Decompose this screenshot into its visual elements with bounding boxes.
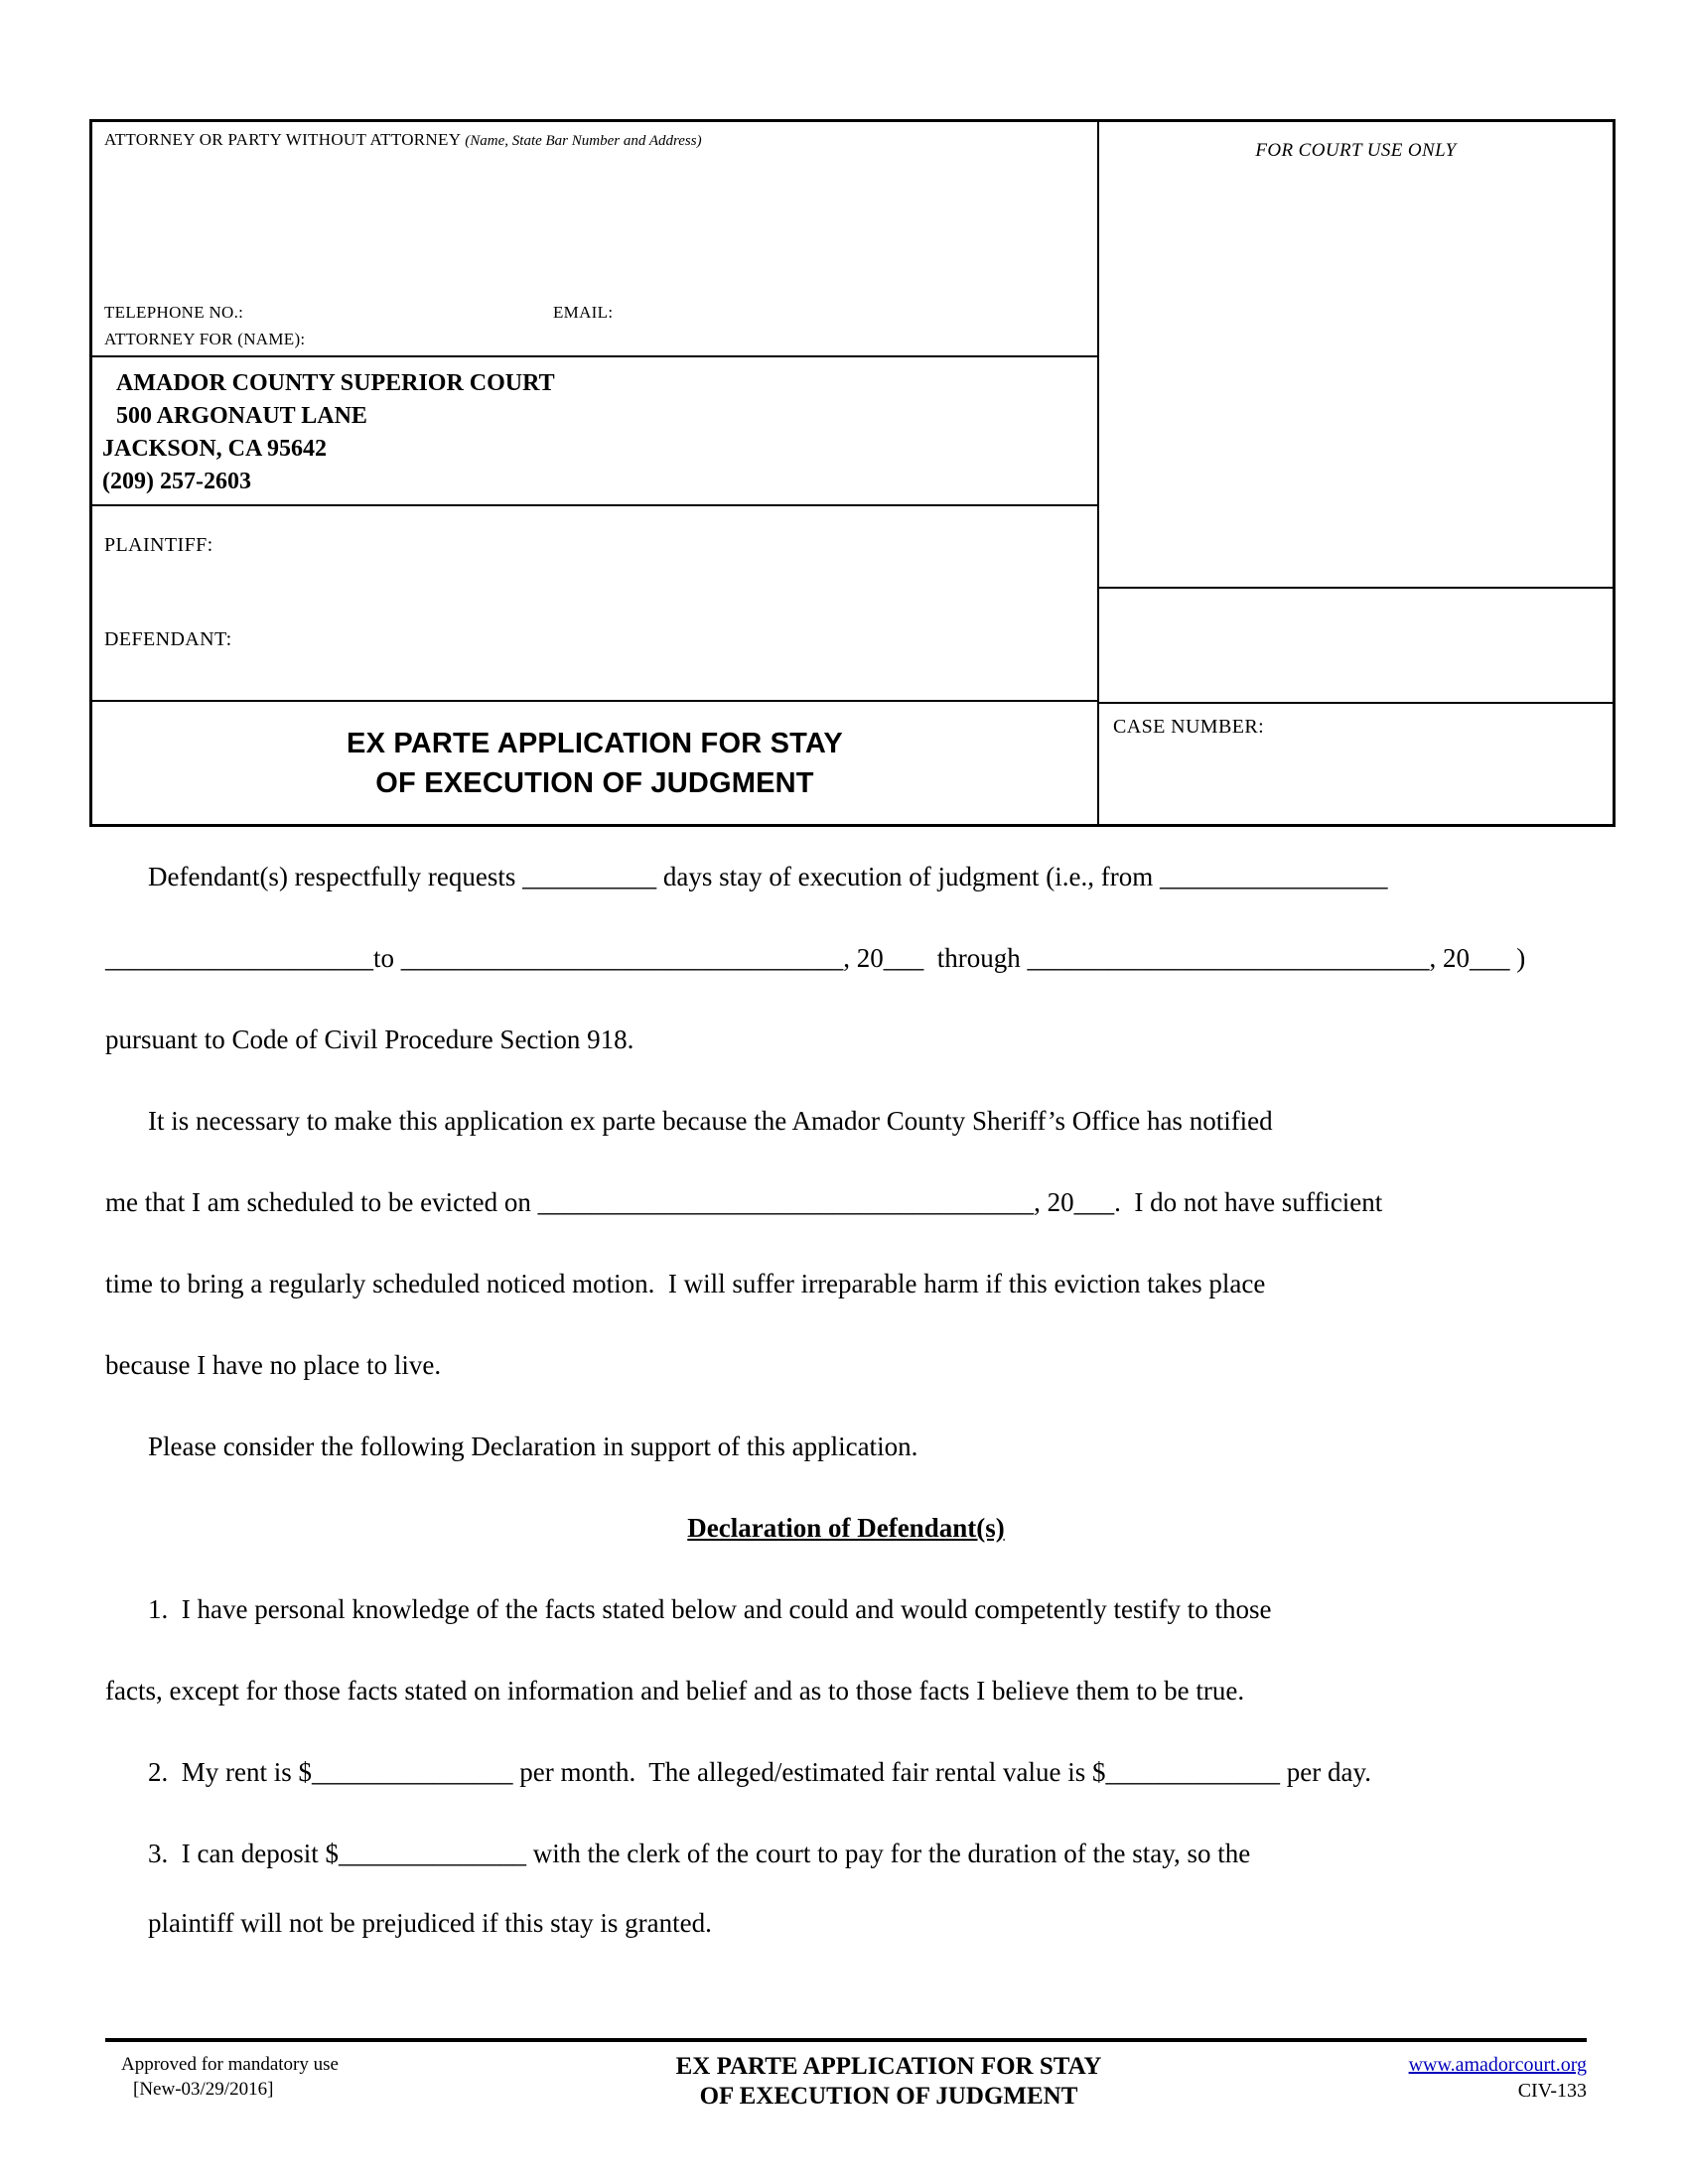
party-section xyxy=(92,504,1097,700)
request-line-2: ____________________to _________________________________, 20___ through ______________________________, 20___ ) xyxy=(105,943,1526,973)
request-line-1: Defendant(s) respectfully requests __________ days stay of execution of judgment (i.e., from _________________ xyxy=(148,862,1388,891)
form-body xyxy=(105,836,1587,1952)
caption-left-column xyxy=(92,122,1097,824)
court-address-section xyxy=(92,355,1097,504)
attorney-info-field[interactable] xyxy=(104,150,1085,303)
clerk-stamp-area xyxy=(1099,587,1613,702)
email-label: EMAIL: xyxy=(553,303,614,322)
declaration-heading: Declaration of Defendant(s) xyxy=(687,1513,1005,1543)
revision-date: [New-03/29/2016] xyxy=(133,2079,274,2100)
declaration-item1-line2: facts, except for those facts stated on information and belief and as to those facts I believe them to be true. xyxy=(105,1676,1245,1706)
necessity-line-4: because I have no place to live. xyxy=(105,1350,442,1380)
footer-title-line2: OF EXECUTION OF JUDGMENT xyxy=(699,2083,1078,2110)
telephone-label: TELEPHONE NO.: xyxy=(104,303,244,322)
approved-for-mandatory-use: Approved for mandatory use xyxy=(121,2054,339,2075)
attorney-section xyxy=(92,122,1097,355)
declaration-item2-line1: 2. My rent is $_______________ per month. The alleged/estimated fair rental value is $_____________ per day. xyxy=(148,1757,1371,1787)
court-website-link[interactable]: www.amadorcourt.org xyxy=(1408,2054,1587,2076)
form-number: CIV-133 xyxy=(1517,2080,1587,2102)
footer-title-block xyxy=(459,2052,1319,2112)
necessity-line-2: me that I am scheduled to be evicted on _____________________________________, 20___. I do not have sufficient xyxy=(105,1187,1383,1217)
case-number-label: CASE NUMBER: xyxy=(1113,716,1265,738)
case-number-field[interactable] xyxy=(1113,739,1599,810)
for-court-use-label: FOR COURT USE ONLY xyxy=(1255,140,1457,161)
necessity-line-3: time to bring a regularly scheduled noticed motion. I will suffer irreparable harm if this eviction takes place xyxy=(105,1269,1266,1298)
court-phone: (209) 257-2603 xyxy=(102,469,251,494)
court-name: AMADOR COUNTY SUPERIOR COURT xyxy=(116,370,555,396)
plaintiff-field[interactable] xyxy=(104,557,1085,628)
declaration-item3-line1: 3. I can deposit $______________ with the clerk of the court to pay for the duration of the stay, so the xyxy=(148,1839,1251,1868)
form-title-section xyxy=(92,700,1097,824)
declaration-item3-line2: plaintiff will not be prejudiced if this stay is granted. xyxy=(148,1908,712,1938)
attorney-label-note: (Name, State Bar Number and Address) xyxy=(465,133,702,149)
plaintiff-label: PLAINTIFF: xyxy=(104,534,213,556)
form-title-line1: EX PARTE APPLICATION FOR STAY xyxy=(347,727,843,759)
footer-reference-block xyxy=(1319,2052,1587,2112)
request-line-3: pursuant to Code of Civil Procedure Section 918. xyxy=(105,1024,634,1054)
for-court-use-section xyxy=(1099,122,1613,587)
attorney-label-row xyxy=(104,130,1085,150)
attorney-label: ATTORNEY OR PARTY WITHOUT ATTORNEY xyxy=(104,130,462,149)
form-title-line2: OF EXECUTION OF JUDGMENT xyxy=(375,766,814,799)
attorney-for-label: ATTORNEY FOR (NAME): xyxy=(104,330,306,348)
consider-declaration-line: Please consider the following Declaration in support of this application. xyxy=(148,1432,918,1461)
court-city-state-zip: JACKSON, CA 95642 xyxy=(102,436,328,462)
necessity-line-1: It is necessary to make this application ex parte because the Amador County Sheriff’s Office has notified xyxy=(148,1106,1273,1136)
declaration-item1-line1: 1. I have personal knowledge of the facts stated below and could and would competently testify to those xyxy=(148,1594,1272,1624)
footer-title-line1: EX PARTE APPLICATION FOR STAY xyxy=(675,2053,1102,2080)
footer-approval-block xyxy=(105,2052,459,2112)
defendant-label: DEFENDANT: xyxy=(104,628,232,650)
phone-email-row xyxy=(104,303,1085,323)
court-street: 500 ARGONAUT LANE xyxy=(116,403,367,429)
caption-box xyxy=(89,119,1616,827)
form-footer xyxy=(105,2038,1587,2112)
caption-right-column xyxy=(1097,122,1613,824)
case-number-section xyxy=(1099,702,1613,824)
